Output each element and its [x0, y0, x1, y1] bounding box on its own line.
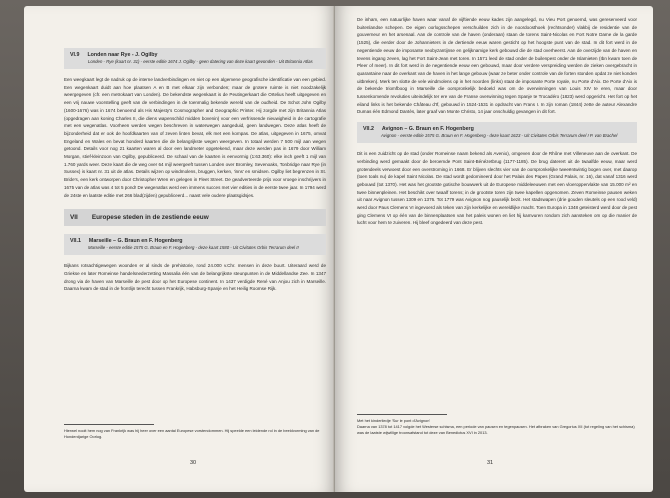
page-number: 31	[487, 460, 494, 466]
footnote: Daarna van 1378 tot 1417 volgde het Westerse schisma, een periode van pausen en tegenpausen. Het afbraken van Gregorius XII (tot regeling van het schisma) was de laatste wijwillige troonsafstand tot deze van Benedictus XVI in 2013.	[357, 424, 635, 435]
map-caption-box-vii1	[64, 234, 326, 255]
footnote-rule	[357, 414, 447, 415]
section-number: VII.2	[363, 126, 374, 133]
section-number: VII.1	[70, 238, 81, 245]
body-paragraph: Bijkans rotsachtigewegen woonden er al sinds de prehistorie, rond 24.000 v.Chr. mensen in deze buurt. Uiteraard werd de Griekse en later Romeinse handelsnederzetting Massalia één van de belangrijkste steunpunten in de Middellandse Zee. In 1347 drong via de haven van Marseille de pest door op het Europese continent. In 1437 verdigde René van Anjou zich in Marseille. Daarna kwam de stad in de frontlijn terecht tussen Frankrijk, Habsburg-Spanje en het Heilig Roomse Rijk.	[64, 263, 326, 292]
section-title: Avignon – G. Braun en F. Hogenberg	[381, 126, 474, 133]
map-caption-box-vi9	[64, 48, 326, 69]
body-paragraph: De inham, een natuurlijke haven waar vanaf de vijftiende eeuw kades zijn aangelegd, nu Vieu Port genoemd, was gereserveerd voor buitenlandse schepen. De eigen oorlogsschepen verschuilden zich in de noordoosthoek (rechtsonder) vlakbij de residentie van de gouverneur en het arsenaal. Aan de controle van de haven (onderaan) staan de torens Saint-Nicolas en Fort Notre Dame de la garde (1525), die eerder door de Johannieters in de dertiende eeuw waren gesticht op het hoogste punt van de stad. In dit fort werd in de negentiende eeuw de imposante neobyzantijnse en gelijknamige kerk gebouwd die de stad overheerst. Aan de overzijde van de haven en tevens ingang zeven, lag het Fort Saint-Jean met toren. In 1571 leed de stad onder de builenpest onder de Islamieten (Ibn kwam toen de Pleer of meer). In dit fort werd in de negentiende eeuw een gebouwd, maar door verdere verspreiding werden de zieken overgebracht in quarantaine naar de overkant van de haven in het lange gebouw (waar ze beter onder controle van de forten stonden opdat ze niet konden uitbreken). Merk ten slotte de vele windmolens op in het noorden (links) staat de imposante Porte royale, nu Porte d'Aix. De Porte d'Aix is de bekende triomfboog in Marseille die oorspronkelijk bedoeld was om de overwinningen van Louis XIV te eren, maar door tussenkomende revoluties uiteindelijk ter ere van de Franse overwinning tegen Spanje te Trocadéro (1823) werd opgericht. Het fort op het eiland links is het bekende Château d'If, gebouwd in 1524-1531 in opdracht van Frans I. In zijn roman (1844) zette de auteur Alexandre Dumas één Edmond Dantès, later graaf van Monte Christo, 14 jaar onschuldig gevangen in dit fort.	[357, 17, 637, 115]
right-page-content	[357, 16, 637, 233]
page-number: 30	[190, 460, 197, 466]
left-page	[24, 6, 335, 492]
map-caption: Marseille - eerste editie 1575 G. Braun en F. Hogenberg - deze kaart 1580 - Uit Civitates Orbis Terrarum deel II	[88, 245, 299, 251]
left-page-content	[64, 48, 326, 299]
chapter-number: VII	[70, 214, 78, 222]
map-caption-box-vii2	[357, 122, 637, 143]
body-paragraph: Een weegkaart legt de nadruk op de interne landverbindingen en niet op een algemene geografische identificatie van een gebied. Een wegenkaart duidt aan hoe plaatsen A en B met elkaar zijn verbonden; maar de grotere ruimte is niet noodzakelijk weergegeven (cfr. een metrokaart van Londen). De bekendste wegenkaart is de Peutingerkaart die Ortelius heeft uitgegeven en een vrij nauwe voorstelling geeft van de verbindingen in de toenmalig bekende wereld van de oudheid. De Schot John Ogilby (1600-1676) was in 1674 benoemd als His Majesty's Cosmographer and Geographic Printer. Hij zorgde met zijn Britannia Atlas (opgedragen aan koning Charles II, die diens wapenschild midden bovenin) voor een verfrissende nieuwigheid in de cartografie met een wegenatlas. Voorheen werden wegen beschreven in waterwegen aangeduid, geen landwegen. Deze atlas heeft de bijzonderheid dat er ook de hoofdkaarten van of zeven linten bevat, elk met een kompas. De atlas, uitgegeven in 1675, omvat Engeland en Wales en bevat honderd kaarten die de belangrijkste wegen weergeven. In totaal werden 7 500 mijl aan wegen getoond. Details voor nog 21 kaarten waren al door een landmeter opgetekend, maar deze werden pas in 1679 door William Morgan, stief-kleinzoon van Ogilby, gepubliceerd. De schaal van de kaarten is eenvormig (1:63.360): elke inch geeft 1 mijl van 1.760 yards weer. Deze kaart die de weg over 64 mijl weergeeft tussen Londen over Bromley, Sevenoaks, Tonbridge naar Rye (in Sussex) is kaart nr. 31 uit de atlas. Details wijzen op windmolens, bruggen, kerken, 'inns' en smidsen. Ogilby liet begrenzen in St. Bride's, een kerk ontworpen door Christopher Wren en gelegen in Fleet Street. De geadverteerde prijs voor vroege inschrijvers in 1675 van de atlas was 4 tot 5 pond! De wegenatlas werd een immens succes met vier edities in de eerste twee jaar. In 1794 werd de 24ste en laatste editie met 266 blad(zijden) gepubliceerd... naast vele oudere plaatsgidsjes.	[64, 77, 326, 198]
footnote: Met het kinderliedje 'Sur le pont d'Avignon'	[357, 418, 431, 423]
footnote: Hierwel nooit hem nog van Frankrijk was hij heer over een aantal Europese vorstendommen. Hij speelde een leidende rol in de beeldvorming van de Honderdjarige Oorlog.	[64, 428, 320, 439]
chapter-title: Europese steden in de zestiende eeuw	[91, 214, 209, 222]
chapter-heading	[64, 209, 326, 226]
footnote-area	[64, 424, 326, 440]
map-caption: Londen - Rye (kaart nr. 31) - eerste editie 1674 J. Ogilby - geen datering van deze kaart gevonden - Uit Britannia Atlas	[88, 59, 313, 64]
footnote-rule	[64, 424, 154, 425]
right-page	[335, 6, 653, 492]
body-paragraph: Dit is een zuidzicht op de stad (onder Romeinse naam bekend als Avenio), omgeven door de Rhône met Villeneuve aan de overkant. De verbinding werd gemaakt door de beroemde Pont Saint-Bénézetbrug (1177-1185). De brug daterert uit de twaalfde eeuw, maar werd grotendeels verwoest door een overstroming in 1668. Er blijven slechts vier van de oorspronkelijke tweeëntwintig bogen over, met daarop (toen toals nu) de kapel Saint Nicolas. De stad wordt gedomineerd door het Palais des Papes (Grand Palais, nr. 16), dat vanaf 1316 werd gebouwd (tot 1370). Het was het grootste gotische bouwwerk uit de Europese middeleeuwen met een vloeroppervlakte van 15.000 m² en twee binnenpleinen. Het beschikt over twaalf torens; in de grootste toren zijn twee kapellen opgenomen. Zeven Romeinse pausen weken uit naar Avignon tussen 1309 en 1376. Tot 1779 was Avignon nog pauselijk bezit. Het stadswapen (drie gouden sleutels op een rood veld) werd door Paus Clemens VI ingevoerd als teken van zijn kerkelijke en wereldlijke macht. Toen Europa in 1348 geteisterd werd door de pest ging Clemens VI op één van de binnenplaatsen van het paleis wonen en liet hij kamvuren rondom zich aansteken om op die manier de lucht voor hem te zuiveren. Hij bleef ongedeerd van deze pest.	[357, 151, 637, 226]
section-number: VI.9	[70, 52, 80, 58]
section-title: Marseille – G. Braun en F. Hogenberg	[88, 238, 183, 245]
map-caption: Avignon - eerste editie 1575 G. Braun en F. Hogenberg - deze kaart 1623 - Uit Civitates Orbis Terrarum deel I P. van Brachel	[381, 133, 618, 139]
section-title: Londen naar Rye - J. Ogilby	[87, 52, 158, 58]
footnote-area	[357, 414, 637, 436]
